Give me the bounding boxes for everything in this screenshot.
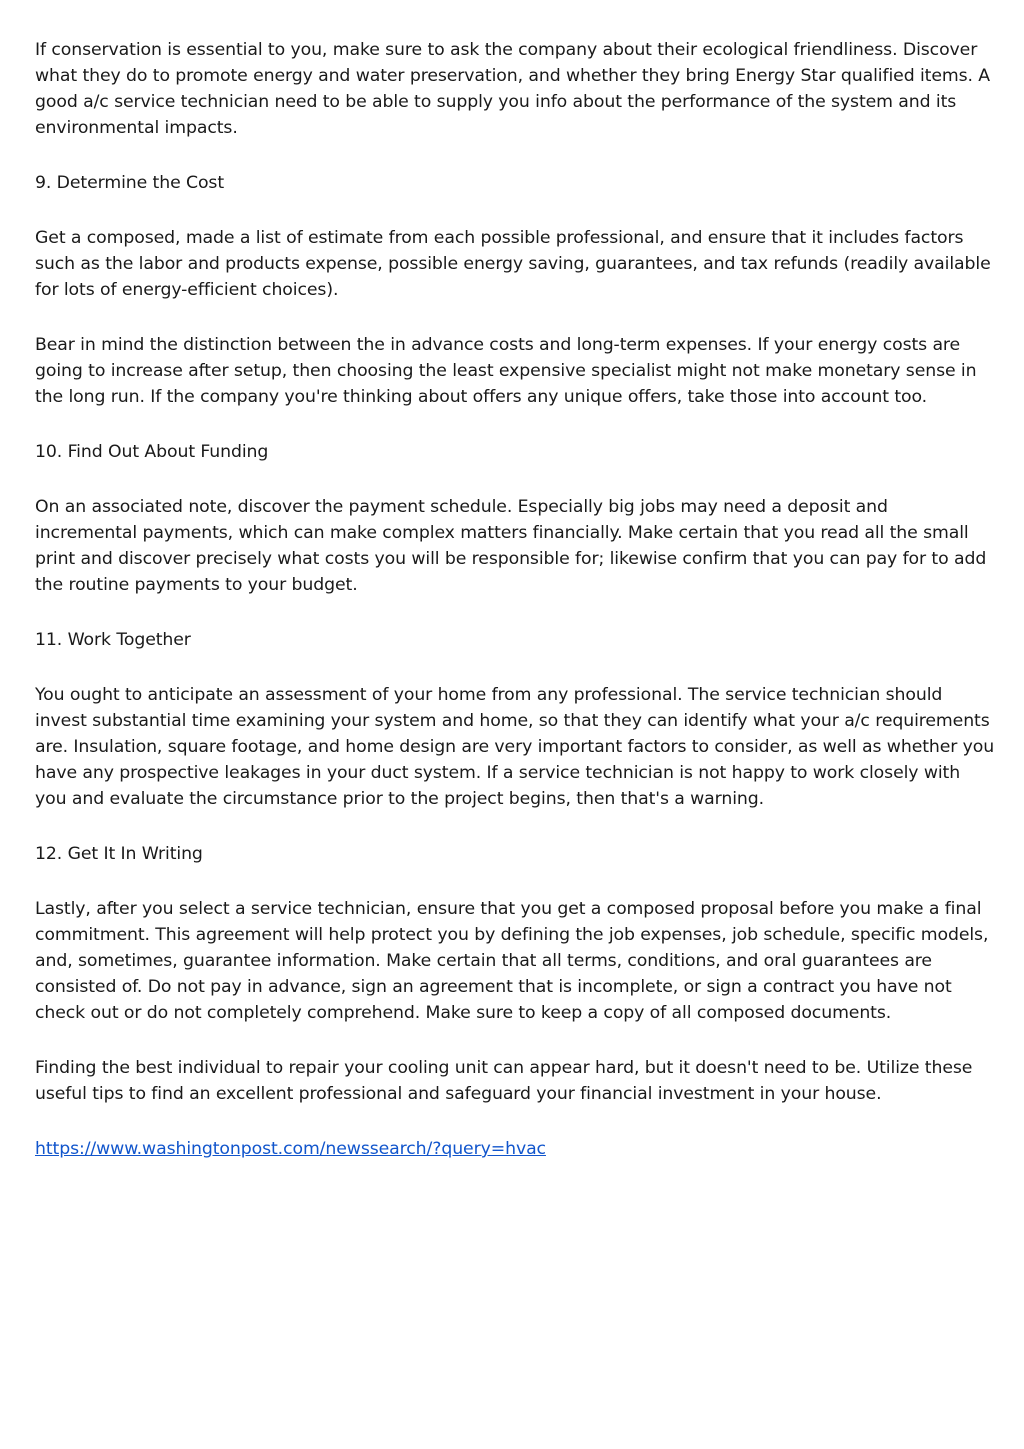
paragraph-assessment: You ought to anticipate an assessment of your home from any professional. The service technician should invest substantial time examining your system and home, so that they can identify what your a/c requirements are. Insulation, square footage, and home design are very important factors to consider, as well as whether you have any prospective leakages in your duct system. If a service technician is not happy to work closely with you and evaluate the circumstance prior to the project begins, then that's a warning. xyxy=(35,685,995,809)
link-paragraph xyxy=(35,1136,995,1162)
source-link[interactable]: https://www.washingtonpost.com/newssearch/?query=hvac xyxy=(35,1139,546,1159)
document-body xyxy=(35,37,995,1191)
paragraph-estimate: Get a composed, made a list of estimate from each possible professional, and ensure that it includes factors such as the labor and products expense, possible energy saving, guarantees, and tax refunds (readily available for lots of energy-efficient choices). xyxy=(35,228,991,300)
heading-work-together: 11. Work Together xyxy=(35,630,191,650)
paragraph-conservation: If conservation is essential to you, make sure to ask the company about their ecological friendliness. Discover what they do to promote energy and water preservation, and whether they bring Energy Star qualified items. A good a/c service technician need to be able to supply you info about the performance of the system and its environmental impacts. xyxy=(35,40,991,138)
paragraph-costs: Bear in mind the distinction between the in advance costs and long-term expenses. If your energy costs are going to increase after setup, then choosing the least expensive specialist might not make monetary sense in the long run. If the company you're thinking about offers any unique offers, take those into account too. xyxy=(35,335,977,407)
paragraph-conclusion: Finding the best individual to repair your cooling unit can appear hard, but it doesn't need to be. Utilize these useful tips to find an excellent professional and safeguard your financial investment in your house. xyxy=(35,1058,973,1104)
heading-funding: 10. Find Out About Funding xyxy=(35,442,269,462)
paragraph-payment-schedule: On an associated note, discover the payment schedule. Especially big jobs may need a deposit and incremental payments, which can make complex matters financially. Make certain that you read all the small print and discover precisely what costs you will be responsible for; likewise confirm that you can pay for to add the routine payments to your budget. xyxy=(35,497,987,595)
heading-get-it-in-writing: 12. Get It In Writing xyxy=(35,844,203,864)
heading-determine-cost: 9. Determine the Cost xyxy=(35,173,225,193)
paragraph-proposal: Lastly, after you select a service technician, ensure that you get a composed proposal before you make a final commitment. This agreement will help protect you by defining the job expenses, job schedule, specific models, and, sometimes, guarantee information. Make certain that all terms, conditions, and oral guarantees are consisted of. Do not pay in advance, sign an agreement that is incomplete, or sign a contract you have not check out or do not completely comprehend. Make sure to keep a copy of all composed documents. xyxy=(35,899,989,1023)
